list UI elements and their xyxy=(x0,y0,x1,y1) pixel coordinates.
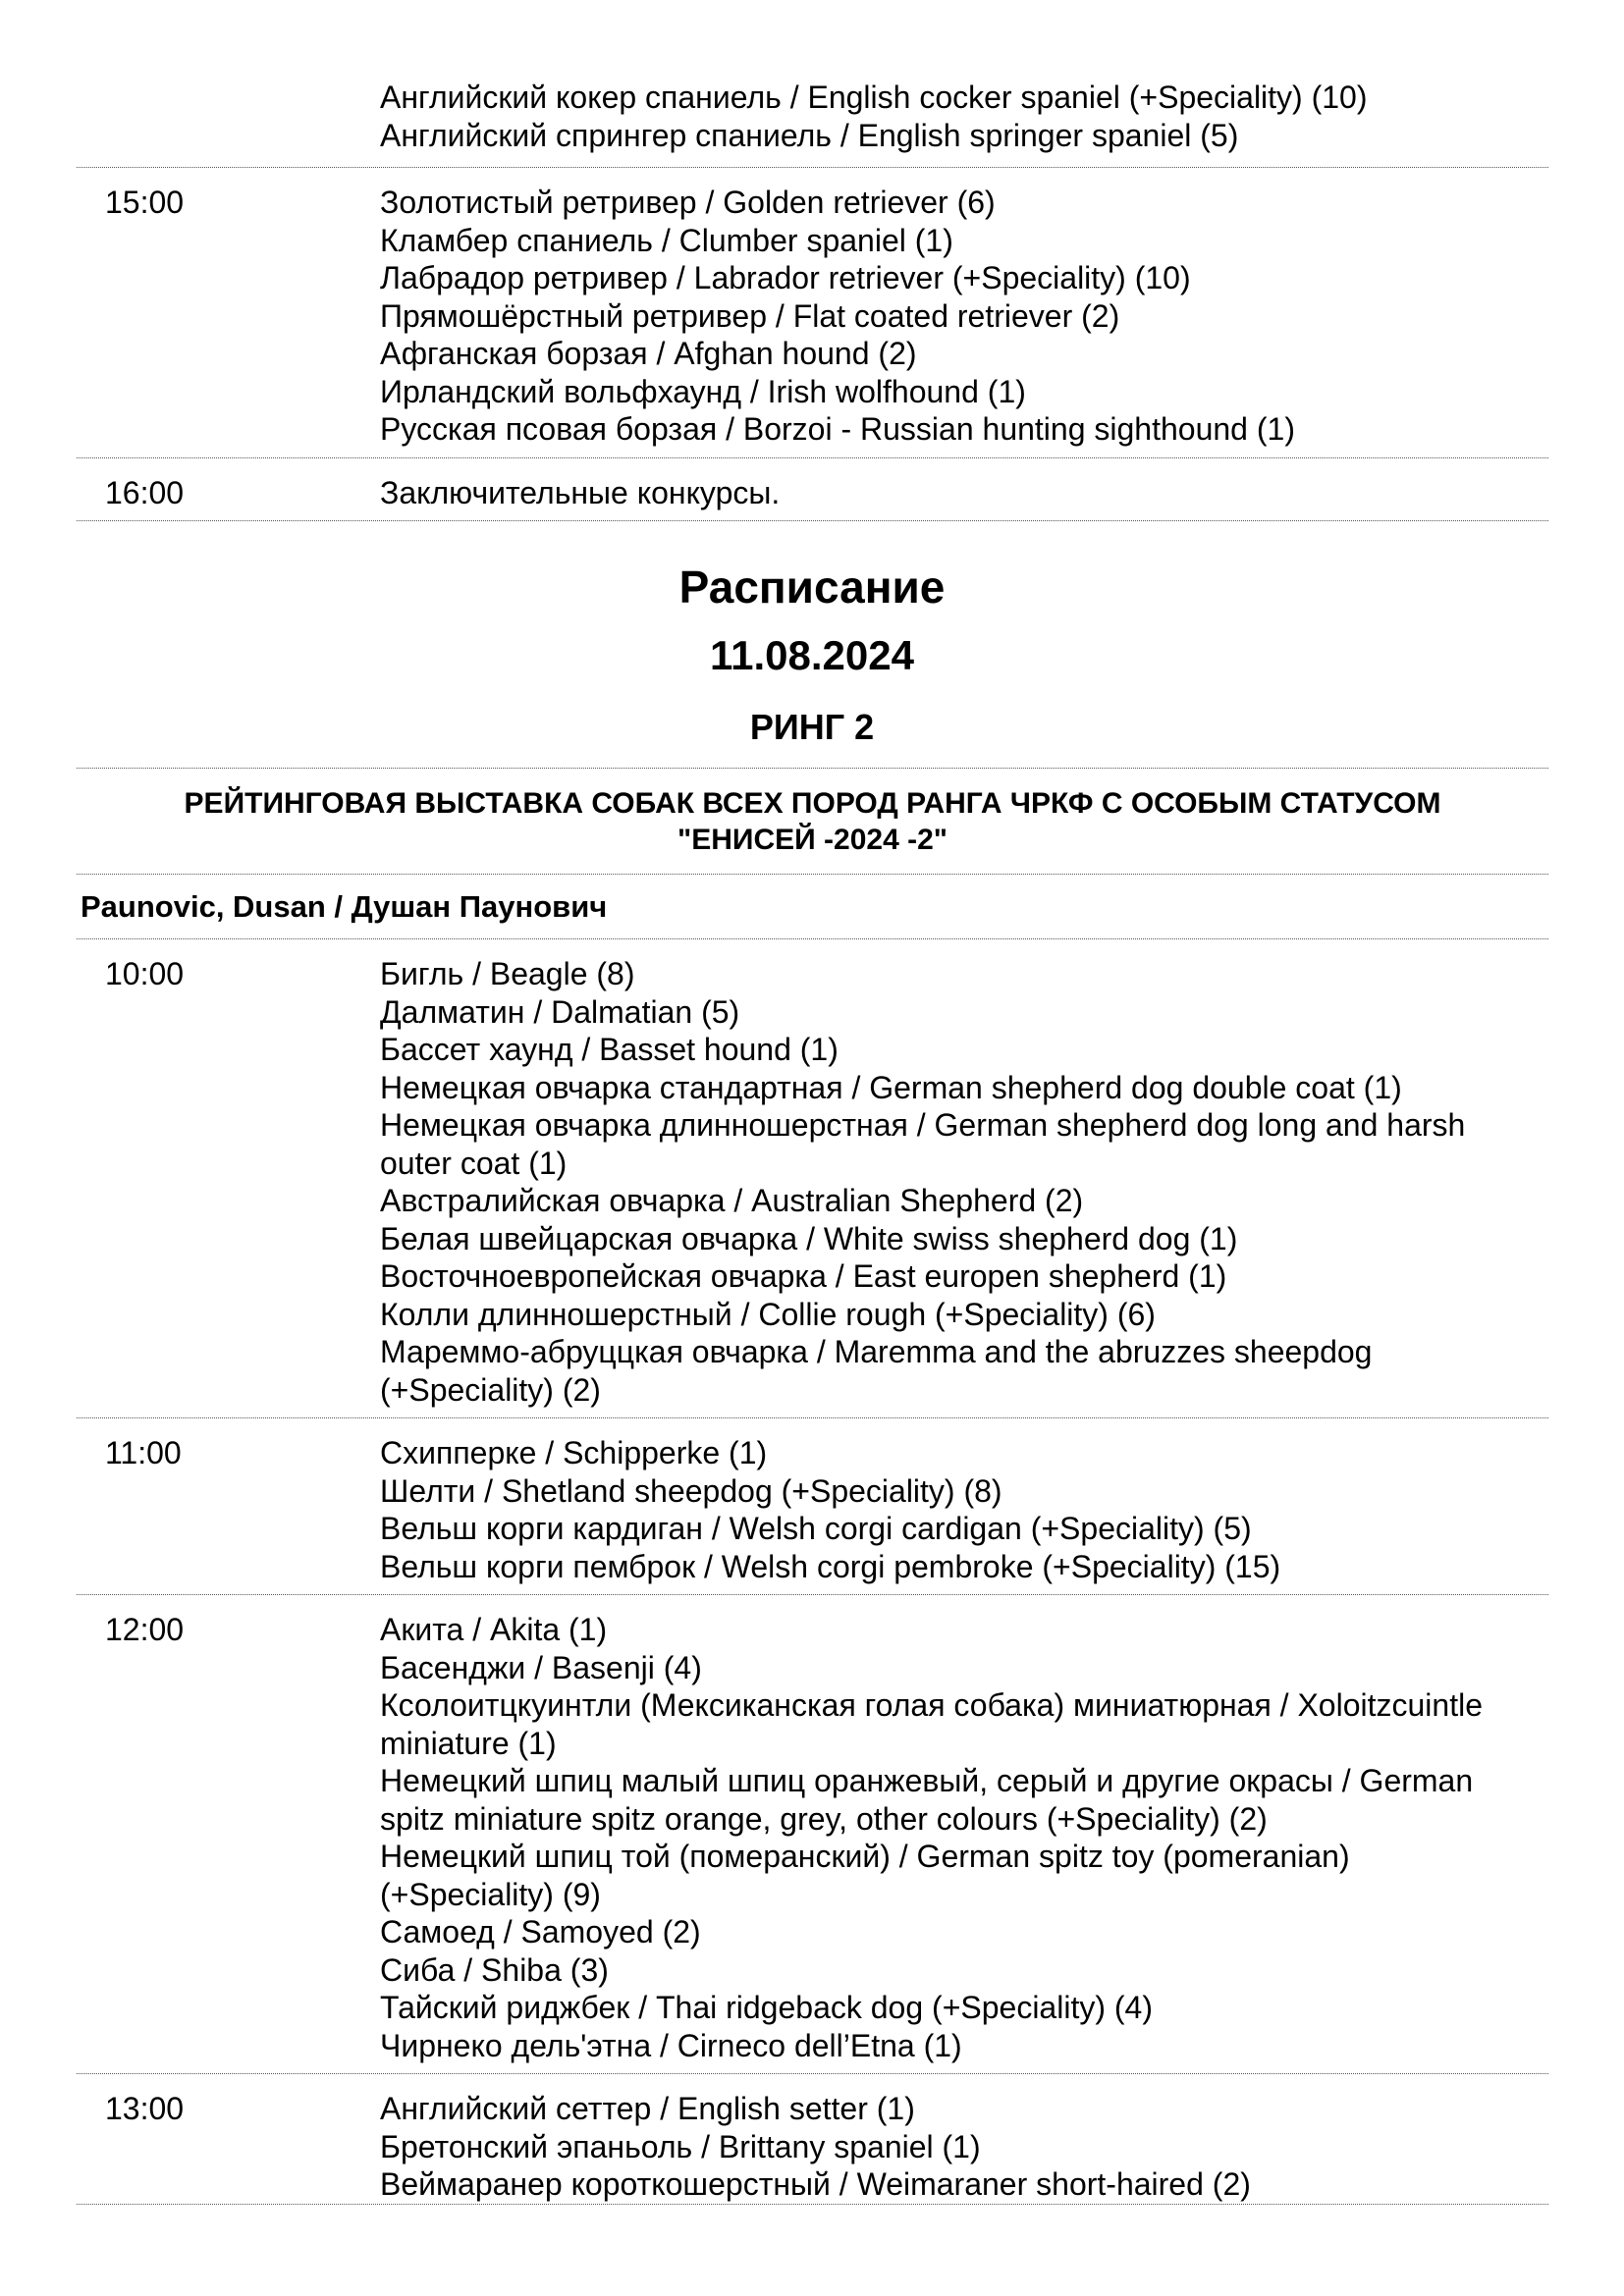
breed-entry-line: miniature (1) xyxy=(380,1725,557,1761)
breed-list xyxy=(380,1434,1548,1585)
time-slot xyxy=(77,939,1548,1418)
breed-entry-line: Прямошёрстный ретривер / Flat coated retriever (2) xyxy=(380,297,1120,334)
breed-entry-line: Чирнеко дель'этна / Cirneco dell’Etna (1) xyxy=(380,2027,962,2063)
breed-entry xyxy=(380,1510,1548,1548)
breed-entry xyxy=(380,117,1548,155)
breed-entry-line: Далматин / Dalmatian (5) xyxy=(380,993,740,1030)
time-label: 15:00 xyxy=(105,185,185,220)
breed-entry xyxy=(380,1762,1548,1838)
breed-entry-line: Лабрадор ретривер / Labrador retriever (+Speciality) (10) xyxy=(380,260,1191,295)
breed-entry-line: Афганская борзая / Afghan hound (2) xyxy=(380,336,917,371)
schedule-date: 11.08.2024 xyxy=(710,632,914,678)
breed-entry xyxy=(380,1838,1548,1913)
breed-entry xyxy=(380,1333,1548,1409)
breed-entry xyxy=(380,474,1548,512)
breed-entry-line: spitz miniature spitz orange, grey, other colours (+Speciality) (2) xyxy=(380,1800,1268,1837)
breed-entry-line: Белая швейцарская овчарка / White swiss shepherd dog (1) xyxy=(380,1220,1238,1256)
event-title-line: "ЕНИСЕЙ -2024 -2" xyxy=(677,824,947,856)
breed-entry xyxy=(380,222,1548,260)
breed-entry xyxy=(380,2090,1548,2128)
breed-entry-line: Вельш корги пемброк / Welsh corgi pembroke (+Speciality) (15) xyxy=(380,1548,1281,1584)
breed-entry xyxy=(380,1913,1548,1951)
breed-entry-line: (+Speciality) (9) xyxy=(380,1876,601,1912)
schedule-continued xyxy=(77,79,1548,521)
breed-entry-line: Схипперке / Schipperke (1) xyxy=(380,1435,768,1470)
breed-entry-line: Шелти / Shetland sheepdog (+Speciality) (8) xyxy=(380,1472,1002,1509)
breed-list xyxy=(380,955,1548,1409)
breed-list xyxy=(380,1611,1548,2064)
breed-entry-line: Заключительные конкурсы. xyxy=(380,474,781,510)
breed-entry xyxy=(380,79,1548,117)
breed-entry-line: Золотистый ретривер / Golden retriever (6) xyxy=(380,185,996,220)
time-slot xyxy=(77,168,1548,458)
breed-entry xyxy=(380,259,1548,297)
breed-entry xyxy=(380,955,1548,993)
breed-entry xyxy=(380,1069,1548,1107)
breed-entry xyxy=(380,1951,1548,1990)
breed-entry xyxy=(380,2165,1548,2204)
time-label: 16:00 xyxy=(105,474,185,510)
breed-entry-line: Немецкая овчарка стандартная / German shepherd dog double coat (1) xyxy=(380,1069,1402,1105)
breed-entry xyxy=(380,1031,1548,1069)
breed-entry-line: Восточноевропейская овчарка / East europen shepherd (1) xyxy=(380,1258,1227,1294)
breed-entry-line: Английский спрингер спаниель / English springer spaniel (5) xyxy=(380,117,1239,153)
time-label: 12:00 xyxy=(105,1612,185,1647)
breed-entry xyxy=(380,1434,1548,1472)
breed-entry xyxy=(380,1257,1548,1296)
divider xyxy=(77,874,1548,875)
breed-entry-line: Вельш корги кардиган / Welsh corgi cardigan (+Speciality) (5) xyxy=(380,1511,1252,1546)
breed-entry xyxy=(380,1220,1548,1258)
breed-entry xyxy=(380,1182,1548,1220)
breed-list xyxy=(380,184,1548,449)
breed-entry-line: Мареммо-абруццкая овчарка / Maremma and the abruzzes sheepdog xyxy=(380,1334,1373,1369)
time-slot xyxy=(77,1595,1548,2074)
breed-entry xyxy=(380,1649,1548,1687)
breed-entry xyxy=(380,1106,1548,1182)
breed-entry-line: Немецкая овчарка длинношерстная / German shepherd dog long and harsh xyxy=(380,1107,1466,1143)
breed-entry xyxy=(380,1686,1548,1762)
time-slot xyxy=(77,79,1548,168)
time-label: 13:00 xyxy=(105,2091,185,2126)
breed-entry xyxy=(380,1989,1548,2027)
breed-list xyxy=(380,2090,1548,2204)
breed-entry-line: Тайский риджбек / Thai ridgeback dog (+Speciality) (4) xyxy=(380,1990,1153,2025)
breed-entry-line: Бретонский эпаньоль / Brittany spaniel (1) xyxy=(380,2128,981,2164)
breed-entry-line: Немецкий шпиц той (померанский) / German spitz toy (pomeranian) xyxy=(380,1839,1350,1874)
breed-entry-line: Самоед / Samoyed (2) xyxy=(380,1914,701,1949)
breed-entry xyxy=(380,2128,1548,2166)
breed-list xyxy=(380,79,1548,154)
breed-entry xyxy=(380,1548,1548,1586)
breed-entry xyxy=(380,1296,1548,1334)
breed-entry-line: Бигль / Beagle (8) xyxy=(380,956,635,991)
breed-entry-line: Кламбер спаниель / Clumber spaniel (1) xyxy=(380,222,953,258)
breed-entry-line: Английский сеттер / English setter (1) xyxy=(380,2091,915,2126)
breed-entry-line: outer coat (1) xyxy=(380,1145,568,1181)
breed-entry-line: Сиба / Shiba (3) xyxy=(380,1951,609,1988)
breed-entry-line: Австралийская овчарка / Australian Shepherd (2) xyxy=(380,1183,1084,1218)
breed-entry xyxy=(380,335,1548,373)
breed-entry-line: Немецкий шпиц малый шпиц оранжевый, серый и другие окрасы / German xyxy=(380,1763,1474,1798)
breed-entry xyxy=(380,1611,1548,1649)
time-slot xyxy=(77,2074,1548,2205)
breed-list xyxy=(380,474,1548,512)
event-title xyxy=(77,785,1548,858)
ring-label: РИНГ 2 xyxy=(749,707,875,747)
breed-entry-line: Басенджи / Basenji (4) xyxy=(380,1649,702,1685)
schedule-title: Расписание xyxy=(678,561,946,613)
event-title-line: РЕЙТИНГОВАЯ ВЫСТАВКА СОБАК ВСЕХ ПОРОД РАНГА ЧРКФ С ОСОБЫМ СТАТУСОМ xyxy=(184,787,1441,820)
breed-entry-line: Русская псовая борзая / Borzoi - Russian hunting sighthound (1) xyxy=(380,411,1295,447)
schedule-ring-2 xyxy=(77,939,1548,2205)
breed-entry-line: (+Speciality) (2) xyxy=(380,1371,601,1408)
breed-entry xyxy=(380,184,1548,222)
breed-entry-line: Колли длинношерстный / Collie rough (+Speciality) (6) xyxy=(380,1296,1156,1332)
breed-entry-line: Ирландский вольфхаунд / Irish wolfhound (1) xyxy=(380,373,1026,409)
breed-entry-line: Веймаранер короткошерстный / Weimaraner short-haired (2) xyxy=(380,2166,1251,2202)
time-label: 11:00 xyxy=(105,1435,182,1470)
breed-entry xyxy=(380,1472,1548,1511)
breed-entry-line: Английский кокер спаниель / English cocker spaniel (+Speciality) (10) xyxy=(380,80,1368,115)
time-slot xyxy=(77,1418,1548,1595)
divider xyxy=(77,768,1548,769)
time-slot xyxy=(77,458,1548,522)
judge-name: Paunovic, Dusan / Душан Паунович xyxy=(81,889,608,924)
breed-entry xyxy=(380,993,1548,1032)
breed-entry xyxy=(380,297,1548,336)
breed-entry-line: Ксолоитцкуинтли (Мексиканская голая собака) миниатюрная / Xoloitzcuintle xyxy=(380,1687,1483,1723)
breed-entry xyxy=(380,410,1548,449)
breed-entry-line: Акита / Akita (1) xyxy=(380,1612,608,1647)
breed-entry-line: Бассет хаунд / Basset hound (1) xyxy=(380,1032,839,1067)
breed-entry xyxy=(380,373,1548,411)
breed-entry xyxy=(380,2027,1548,2065)
time-label: 10:00 xyxy=(105,956,185,991)
